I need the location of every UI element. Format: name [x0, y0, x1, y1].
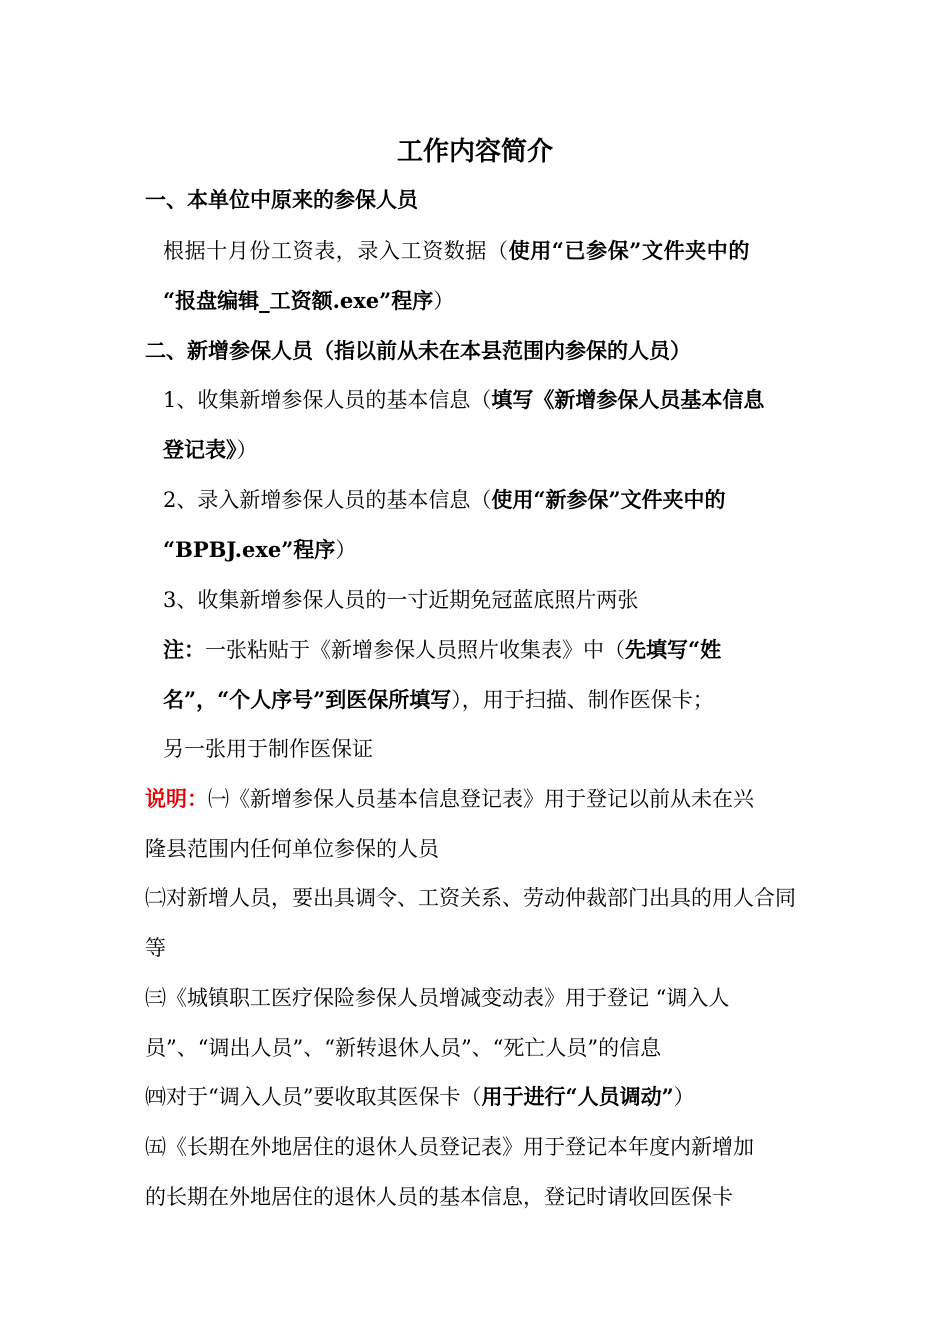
explain-line-1	[145, 786, 754, 812]
note-line-1	[163, 637, 721, 663]
item-1-text: 1、收集新增参保人员的基本信息（	[163, 388, 492, 412]
section-1-bold-text: 使用“已参保”文件夹中的	[508, 238, 750, 263]
explain-label: 说明：	[145, 786, 208, 811]
note-bold-text: 先填写“姓	[625, 637, 722, 662]
section-2-item-2-cont	[163, 537, 356, 563]
explain-item-2-cont: 等	[145, 936, 166, 960]
section-1-close-paren: ）	[433, 289, 455, 313]
item-2-bold-text: 使用“新参保”文件夹中的	[491, 487, 726, 512]
section-1-line-2	[163, 288, 454, 314]
item-1-close-paren: ）	[236, 438, 258, 462]
explain-item-5: ㈤《长期在外地居住的退休人员登记表》用于登记本年度内新增加	[145, 1135, 754, 1159]
note-label: 注：	[163, 637, 205, 662]
explain-item-3-cont: 员”、“调出人员”、“新转退休人员”、“死亡人员”的信息	[145, 1036, 662, 1060]
section-2-heading: 二、新增参保人员（指以前从未在本县范围内参保的人员）	[145, 338, 691, 363]
item-1-bold-text: 填写《新增参保人员基本信息	[491, 387, 765, 412]
explain-item-1: ㈠《新增参保人员基本信息登记表》用于登记以前从未在兴	[208, 787, 754, 811]
section-1-heading: 一、本单位中原来的参保人员	[145, 187, 418, 212]
section-1-text: 根据十月份工资表，录入工资数据（	[163, 239, 509, 263]
item-2-program-name: “BPBJ.exe”程序	[163, 537, 336, 562]
explain-item-4-bold: 用于进行“人员调动”	[481, 1084, 674, 1109]
section-2-item-1-cont	[163, 437, 258, 463]
explain-item-3: ㈢《城镇职工医疗保险参保人员增减变动表》用于登记 “调入人	[145, 986, 730, 1010]
section-1-program-name: “报盘编辑_工资额.exe”程序	[163, 288, 434, 313]
page-title: 工作内容简介	[396, 137, 553, 167]
explain-item-2: ㈡对新增人员，要出具调令、工资关系、劳动仲裁部门出具的用人合同	[145, 886, 796, 910]
item-2-close-paren: ）	[335, 538, 357, 562]
section-2-item-2	[163, 487, 726, 513]
explain-item-4-close: ）	[673, 1085, 695, 1109]
section-1-line-1	[163, 238, 750, 264]
explain-item-5-cont: 的长期在外地居住的退休人员的基本信息，登记时请收回医保卡	[145, 1185, 733, 1209]
note-bold-text-2: 名”，“个人序号”到医保所填写	[163, 687, 452, 712]
note-line-2	[163, 687, 714, 713]
note-line-3: 另一张用于制作医保证	[163, 737, 373, 761]
explain-item-4	[145, 1084, 695, 1110]
explain-item-4-text: ㈣对于“调入人员”要收取其医保卡（	[145, 1085, 482, 1109]
item-2-text: 2、录入新增参保人员的基本信息（	[163, 488, 492, 512]
section-2-item-1	[163, 387, 764, 413]
explain-line-2: 隆县范围内任何单位参保的人员	[145, 837, 439, 861]
note-text-2: ），用于扫描、制作医保卡；	[451, 688, 714, 712]
item-1-form-name: 登记表》	[163, 437, 237, 462]
note-text: 一张粘贴于《新增参保人员照片收集表》中（	[205, 638, 625, 662]
section-2-item-3: 3、收集新增参保人员的一寸近期免冠蓝底照片两张	[163, 588, 639, 612]
